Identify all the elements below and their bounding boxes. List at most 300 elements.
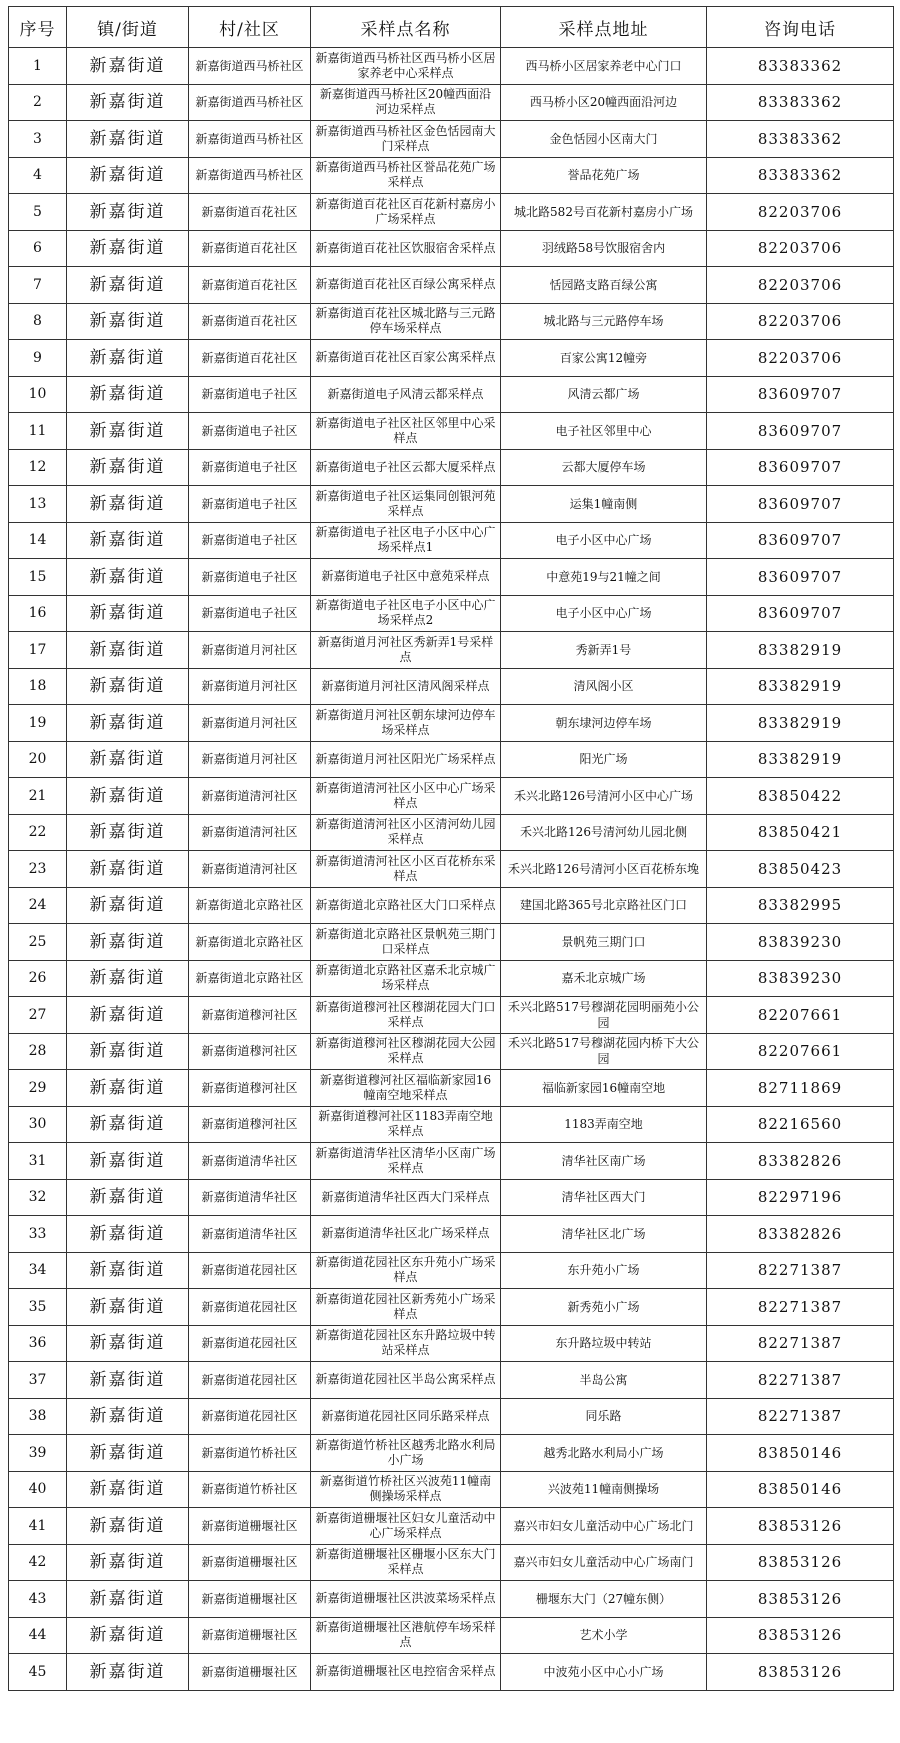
row-site-address: 1183弄南空地 [501,1106,707,1143]
table-row [9,267,894,304]
row-phone: 83383362 [707,84,894,121]
row-index: 23 [9,851,67,888]
row-site-address: 栅堰东大门（27幢东侧） [501,1581,707,1618]
row-site-name: 新嘉街道栅堰社区妇女儿童活动中心广场采样点 [311,1508,501,1545]
row-site-name: 新嘉街道花园社区东升路垃圾中转站采样点 [311,1325,501,1362]
row-index: 25 [9,924,67,961]
row-site-address: 电子小区中心广场 [501,522,707,559]
row-phone: 83382826 [707,1143,894,1180]
table-row [9,194,894,231]
row-site-address: 新秀苑小广场 [501,1289,707,1326]
row-community: 新嘉街道西马桥社区 [189,157,311,194]
row-community: 新嘉街道花园社区 [189,1362,311,1399]
row-index: 26 [9,960,67,997]
row-phone: 82271387 [707,1252,894,1289]
row-site-address: 金色恬园小区南大门 [501,121,707,158]
row-site-address: 城北路与三元路停车场 [501,303,707,340]
row-community: 新嘉街道花园社区 [189,1398,311,1435]
row-site-address: 羽绒路58号饮服宿舍内 [501,230,707,267]
row-site-address: 禾兴北路126号清河幼儿园北侧 [501,814,707,851]
row-town: 新嘉街道 [67,267,189,304]
row-town: 新嘉街道 [67,1471,189,1508]
row-index: 39 [9,1435,67,1472]
row-community: 新嘉街道清河社区 [189,814,311,851]
row-site-name: 新嘉街道百花社区百花新村嘉房小广场采样点 [311,194,501,231]
header-row [9,7,894,48]
row-site-name: 新嘉街道西马桥社区20幢西面沿河边采样点 [311,84,501,121]
row-phone: 82203706 [707,267,894,304]
row-index: 45 [9,1654,67,1691]
table-row [9,1289,894,1326]
row-town: 新嘉街道 [67,1216,189,1253]
row-site-name: 新嘉街道月河社区清风阁采样点 [311,668,501,705]
row-site-name: 新嘉街道竹桥社区兴波苑11幢南侧操场采样点 [311,1471,501,1508]
header-site-address: 采样点地址 [501,7,707,48]
row-phone: 83853126 [707,1544,894,1581]
row-index: 40 [9,1471,67,1508]
table-row [9,157,894,194]
row-site-name: 新嘉街道百花社区百绿公寓采样点 [311,267,501,304]
row-site-name: 新嘉街道清河社区小区清河幼儿园采样点 [311,814,501,851]
row-index: 33 [9,1216,67,1253]
table-row [9,376,894,413]
row-site-name: 新嘉街道西马桥社区誉品花苑广场采样点 [311,157,501,194]
row-phone: 82203706 [707,230,894,267]
row-phone: 83383362 [707,121,894,158]
row-phone: 83609707 [707,376,894,413]
row-community: 新嘉街道月河社区 [189,705,311,742]
row-community: 新嘉街道百花社区 [189,194,311,231]
row-index: 2 [9,84,67,121]
row-town: 新嘉街道 [67,121,189,158]
row-community: 新嘉街道电子社区 [189,559,311,596]
row-index: 22 [9,814,67,851]
row-town: 新嘉街道 [67,1544,189,1581]
row-index: 30 [9,1106,67,1143]
row-site-address: 阳光广场 [501,741,707,778]
row-community: 新嘉街道穆河社区 [189,1106,311,1143]
table-row [9,1179,894,1216]
row-site-name: 新嘉街道清河社区小区中心广场采样点 [311,778,501,815]
row-phone: 83383362 [707,48,894,85]
row-index: 34 [9,1252,67,1289]
row-index: 16 [9,595,67,632]
row-community: 新嘉街道栅堰社区 [189,1581,311,1618]
table-row [9,1106,894,1143]
row-index: 42 [9,1544,67,1581]
row-community: 新嘉街道西马桥社区 [189,121,311,158]
row-town: 新嘉街道 [67,668,189,705]
row-index: 6 [9,230,67,267]
table-row [9,887,894,924]
row-town: 新嘉街道 [67,632,189,669]
row-phone: 83839230 [707,924,894,961]
row-phone: 83850423 [707,851,894,888]
row-site-address: 建国北路365号北京路社区门口 [501,887,707,924]
row-site-address: 中波苑小区中心小广场 [501,1654,707,1691]
row-site-address: 禾兴北路126号清河小区百花桥东堍 [501,851,707,888]
row-site-name: 新嘉街道穆河社区福临新家园16幢南空地采样点 [311,1070,501,1107]
row-town: 新嘉街道 [67,1179,189,1216]
row-phone: 83382826 [707,1216,894,1253]
table-body [9,48,894,1691]
row-site-name: 新嘉街道西马桥社区西马桥小区居家养老中心采样点 [311,48,501,85]
row-community: 新嘉街道花园社区 [189,1289,311,1326]
row-site-name: 新嘉街道北京路社区大门口采样点 [311,887,501,924]
table-row [9,559,894,596]
row-site-name: 新嘉街道百花社区城北路与三元路停车场采样点 [311,303,501,340]
row-site-address: 朝东埭河边停车场 [501,705,707,742]
row-site-address: 西马桥小区居家养老中心门口 [501,48,707,85]
row-phone: 83850421 [707,814,894,851]
row-town: 新嘉街道 [67,997,189,1034]
row-index: 14 [9,522,67,559]
row-community: 新嘉街道清华社区 [189,1216,311,1253]
row-site-name: 新嘉街道竹桥社区越秀北路水利局小广场 [311,1435,501,1472]
row-site-name: 新嘉街道月河社区阳光广场采样点 [311,741,501,778]
row-phone: 82216560 [707,1106,894,1143]
row-site-name: 新嘉街道清河社区小区百花桥东采样点 [311,851,501,888]
row-site-address: 福临新家园16幢南空地 [501,1070,707,1107]
row-phone: 82203706 [707,194,894,231]
row-site-address: 清华社区西大门 [501,1179,707,1216]
table-row [9,121,894,158]
row-site-address: 风清云都广场 [501,376,707,413]
table-row [9,1252,894,1289]
row-site-address: 城北路582号百花新村嘉房小广场 [501,194,707,231]
row-phone: 83609707 [707,413,894,450]
row-community: 新嘉街道北京路社区 [189,924,311,961]
row-phone: 83382919 [707,741,894,778]
row-phone: 82271387 [707,1289,894,1326]
row-site-name: 新嘉街道电子社区云都大厦采样点 [311,449,501,486]
row-town: 新嘉街道 [67,1106,189,1143]
row-index: 37 [9,1362,67,1399]
table-row [9,1216,894,1253]
row-phone: 83853126 [707,1508,894,1545]
row-site-address: 电子小区中心广场 [501,595,707,632]
row-phone: 82203706 [707,340,894,377]
row-site-address: 东升路垃圾中转站 [501,1325,707,1362]
row-community: 新嘉街道电子社区 [189,449,311,486]
row-site-name: 新嘉街道月河社区秀新弄1号采样点 [311,632,501,669]
row-site-address: 嘉禾北京城广场 [501,960,707,997]
row-community: 新嘉街道北京路社区 [189,887,311,924]
row-town: 新嘉街道 [67,303,189,340]
row-index: 44 [9,1617,67,1654]
row-town: 新嘉街道 [67,194,189,231]
row-phone: 83850422 [707,778,894,815]
table-row [9,960,894,997]
row-phone: 83382919 [707,705,894,742]
row-town: 新嘉街道 [67,1362,189,1399]
table-row [9,1544,894,1581]
row-community: 新嘉街道花园社区 [189,1325,311,1362]
row-site-name: 新嘉街道栅堰社区栅堰小区东大门采样点 [311,1544,501,1581]
row-site-address: 同乐路 [501,1398,707,1435]
row-site-name: 新嘉街道百花社区饮服宿舍采样点 [311,230,501,267]
row-index: 9 [9,340,67,377]
row-site-address: 半岛公寓 [501,1362,707,1399]
header-site-name: 采样点名称 [311,7,501,48]
row-site-name: 新嘉街道电子社区电子小区中心广场采样点1 [311,522,501,559]
row-town: 新嘉街道 [67,486,189,523]
row-site-name: 新嘉街道穆河社区穆湖花园大公园采样点 [311,1033,501,1070]
row-phone: 83609707 [707,559,894,596]
row-site-name: 新嘉街道花园社区同乐路采样点 [311,1398,501,1435]
row-site-name: 新嘉街道电子风清云都采样点 [311,376,501,413]
row-community: 新嘉街道竹桥社区 [189,1471,311,1508]
row-site-name: 新嘉街道北京路社区景帆苑三期门口采样点 [311,924,501,961]
sampling-sites-sheet [8,6,893,1691]
table-row [9,1070,894,1107]
row-town: 新嘉街道 [67,449,189,486]
row-index: 21 [9,778,67,815]
row-phone: 83382919 [707,632,894,669]
row-site-name: 新嘉街道穆河社区穆湖花园大门口采样点 [311,997,501,1034]
table-row [9,1143,894,1180]
row-site-name: 新嘉街道电子社区电子小区中心广场采样点2 [311,595,501,632]
row-community: 新嘉街道清河社区 [189,778,311,815]
row-index: 20 [9,741,67,778]
row-index: 41 [9,1508,67,1545]
row-site-name: 新嘉街道穆河社区1183弄南空地采样点 [311,1106,501,1143]
row-town: 新嘉街道 [67,48,189,85]
row-town: 新嘉街道 [67,1325,189,1362]
row-site-address: 清华社区北广场 [501,1216,707,1253]
table-row [9,741,894,778]
row-phone: 83850146 [707,1471,894,1508]
row-phone: 83609707 [707,449,894,486]
row-community: 新嘉街道电子社区 [189,595,311,632]
row-index: 36 [9,1325,67,1362]
row-index: 5 [9,194,67,231]
table-row [9,851,894,888]
row-site-name: 新嘉街道北京路社区嘉禾北京城广场采样点 [311,960,501,997]
row-town: 新嘉街道 [67,559,189,596]
row-site-name: 新嘉街道花园社区半岛公寓采样点 [311,1362,501,1399]
row-phone: 82271387 [707,1398,894,1435]
row-site-address: 百家公寓12幢旁 [501,340,707,377]
row-site-name: 新嘉街道清华社区北广场采样点 [311,1216,501,1253]
row-index: 10 [9,376,67,413]
row-town: 新嘉街道 [67,741,189,778]
row-town: 新嘉街道 [67,887,189,924]
table-row [9,595,894,632]
row-site-address: 西马桥小区20幢西面沿河边 [501,84,707,121]
row-site-name: 新嘉街道花园社区东升苑小广场采样点 [311,1252,501,1289]
row-site-name: 新嘉街道电子社区中意苑采样点 [311,559,501,596]
row-site-address: 恬园路支路百绿公寓 [501,267,707,304]
row-town: 新嘉街道 [67,1070,189,1107]
row-town: 新嘉街道 [67,1398,189,1435]
row-index: 13 [9,486,67,523]
row-community: 新嘉街道穆河社区 [189,997,311,1034]
table-header [9,7,894,48]
row-site-address: 清华社区南广场 [501,1143,707,1180]
row-community: 新嘉街道电子社区 [189,486,311,523]
row-site-name: 新嘉街道栅堰社区港航停车场采样点 [311,1617,501,1654]
row-town: 新嘉街道 [67,340,189,377]
row-index: 15 [9,559,67,596]
row-index: 35 [9,1289,67,1326]
row-town: 新嘉街道 [67,230,189,267]
row-phone: 83382995 [707,887,894,924]
row-phone: 83609707 [707,522,894,559]
row-community: 新嘉街道电子社区 [189,413,311,450]
row-index: 11 [9,413,67,450]
row-site-address: 清风阁小区 [501,668,707,705]
row-community: 新嘉街道穆河社区 [189,1033,311,1070]
row-town: 新嘉街道 [67,413,189,450]
row-town: 新嘉街道 [67,595,189,632]
row-phone: 83383362 [707,157,894,194]
table-row [9,449,894,486]
row-index: 28 [9,1033,67,1070]
table-row [9,668,894,705]
row-site-address: 东升苑小广场 [501,1252,707,1289]
table-row [9,1033,894,1070]
row-index: 29 [9,1070,67,1107]
row-phone: 83853126 [707,1581,894,1618]
row-community: 新嘉街道穆河社区 [189,1070,311,1107]
row-index: 12 [9,449,67,486]
row-site-address: 电子社区邻里中心 [501,413,707,450]
row-index: 18 [9,668,67,705]
table-row [9,1398,894,1435]
row-community: 新嘉街道清华社区 [189,1143,311,1180]
header-index: 序号 [9,7,67,48]
row-phone: 82271387 [707,1362,894,1399]
table-row [9,705,894,742]
row-index: 32 [9,1179,67,1216]
row-town: 新嘉街道 [67,814,189,851]
table-row [9,778,894,815]
row-community: 新嘉街道栅堰社区 [189,1508,311,1545]
row-site-address: 嘉兴市妇女儿童活动中心广场南门 [501,1544,707,1581]
row-community: 新嘉街道百花社区 [189,303,311,340]
row-town: 新嘉街道 [67,851,189,888]
row-site-name: 新嘉街道栅堰社区电控宿舍采样点 [311,1654,501,1691]
row-index: 19 [9,705,67,742]
row-site-address: 兴波苑11幢南侧操场 [501,1471,707,1508]
row-site-address: 云都大厦停车场 [501,449,707,486]
row-town: 新嘉街道 [67,1581,189,1618]
table-row [9,1471,894,1508]
row-community: 新嘉街道电子社区 [189,522,311,559]
row-town: 新嘉街道 [67,157,189,194]
row-phone: 83853126 [707,1654,894,1691]
row-community: 新嘉街道栅堰社区 [189,1654,311,1691]
row-community: 新嘉街道清河社区 [189,851,311,888]
table-row [9,413,894,450]
row-town: 新嘉街道 [67,705,189,742]
table-row [9,1362,894,1399]
row-site-address: 誉品花苑广场 [501,157,707,194]
row-site-address: 艺术小学 [501,1617,707,1654]
table-row [9,814,894,851]
row-community: 新嘉街道月河社区 [189,741,311,778]
row-community: 新嘉街道百花社区 [189,267,311,304]
row-phone: 83382919 [707,668,894,705]
table-row [9,1435,894,1472]
row-index: 8 [9,303,67,340]
row-site-address: 嘉兴市妇女儿童活动中心广场北门 [501,1508,707,1545]
row-phone: 83853126 [707,1617,894,1654]
row-phone: 83609707 [707,486,894,523]
row-site-name: 新嘉街道西马桥社区金色恬园南大门采样点 [311,121,501,158]
table-row [9,340,894,377]
row-site-address: 禾兴北路126号清河小区中心广场 [501,778,707,815]
row-index: 4 [9,157,67,194]
row-phone: 82207661 [707,1033,894,1070]
row-community: 新嘉街道栅堰社区 [189,1617,311,1654]
row-phone: 82297196 [707,1179,894,1216]
row-community: 新嘉街道月河社区 [189,668,311,705]
row-town: 新嘉街道 [67,1252,189,1289]
table-row [9,1325,894,1362]
row-site-name: 新嘉街道月河社区朝东埭河边停车场采样点 [311,705,501,742]
row-phone: 82207661 [707,997,894,1034]
row-index: 27 [9,997,67,1034]
row-town: 新嘉街道 [67,1654,189,1691]
row-community: 新嘉街道北京路社区 [189,960,311,997]
row-phone: 83850146 [707,1435,894,1472]
row-site-address: 景帆苑三期门口 [501,924,707,961]
row-site-name: 新嘉街道电子社区运集同创银河苑采样点 [311,486,501,523]
row-town: 新嘉街道 [67,1289,189,1326]
row-index: 38 [9,1398,67,1435]
row-community: 新嘉街道百花社区 [189,340,311,377]
row-index: 31 [9,1143,67,1180]
table-row [9,486,894,523]
row-site-address: 越秀北路水利局小广场 [501,1435,707,1472]
row-index: 43 [9,1581,67,1618]
row-site-name: 新嘉街道栅堰社区洪波菜场采样点 [311,1581,501,1618]
row-site-address: 中意苑19与21幢之间 [501,559,707,596]
row-index: 1 [9,48,67,85]
row-site-name: 新嘉街道清华社区清华小区南广场采样点 [311,1143,501,1180]
table-row [9,1617,894,1654]
row-town: 新嘉街道 [67,1435,189,1472]
table-row [9,522,894,559]
row-site-address: 禾兴北路517号穆湖花园明丽苑小公园 [501,997,707,1034]
header-phone: 咨询电话 [707,7,894,48]
row-community: 新嘉街道百花社区 [189,230,311,267]
row-phone: 83839230 [707,960,894,997]
row-index: 24 [9,887,67,924]
row-community: 新嘉街道清华社区 [189,1179,311,1216]
header-town: 镇/街道 [67,7,189,48]
table-row [9,303,894,340]
row-town: 新嘉街道 [67,1508,189,1545]
row-site-name: 新嘉街道百花社区百家公寓采样点 [311,340,501,377]
table-row [9,997,894,1034]
table-row [9,230,894,267]
row-site-name: 新嘉街道清华社区西大门采样点 [311,1179,501,1216]
row-index: 17 [9,632,67,669]
row-site-name: 新嘉街道花园社区新秀苑小广场采样点 [311,1289,501,1326]
row-community: 新嘉街道电子社区 [189,376,311,413]
row-site-address: 禾兴北路517号穆湖花园内桥下大公园 [501,1033,707,1070]
sampling-sites-table [8,6,894,1691]
row-community: 新嘉街道花园社区 [189,1252,311,1289]
row-town: 新嘉街道 [67,84,189,121]
row-town: 新嘉街道 [67,1033,189,1070]
row-phone: 82271387 [707,1325,894,1362]
row-community: 新嘉街道竹桥社区 [189,1435,311,1472]
row-site-address: 秀新弄1号 [501,632,707,669]
